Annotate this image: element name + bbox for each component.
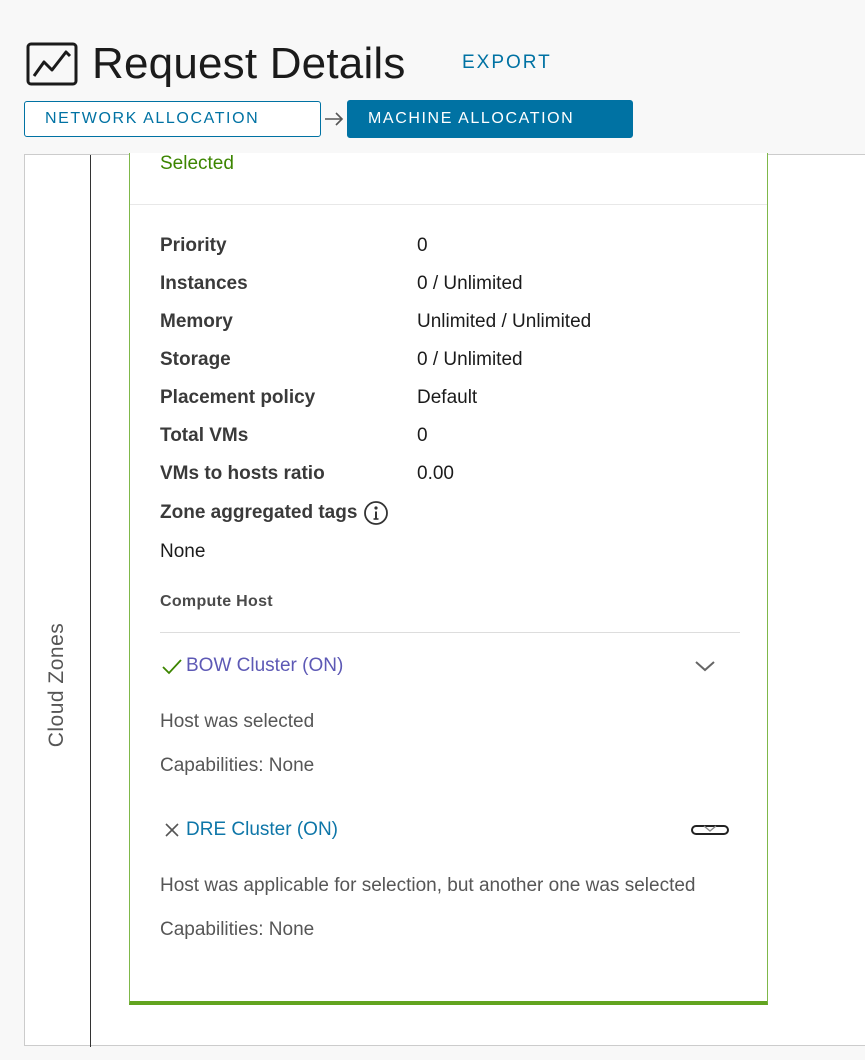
- property-label: Memory: [160, 311, 233, 332]
- zone-properties: [160, 227, 720, 571]
- zone-tags-label: Zone aggregated tags: [160, 502, 358, 523]
- host-header[interactable]: [160, 815, 720, 845]
- card-divider: [130, 204, 767, 205]
- property-row: [160, 417, 720, 455]
- property-row: [160, 265, 720, 303]
- property-value: 0 / Unlimited: [417, 349, 523, 370]
- export-link[interactable]: EXPORT: [462, 52, 552, 73]
- zone-status-label: Selected: [160, 153, 234, 174]
- property-row: [160, 227, 720, 265]
- property-label: Placement policy: [160, 387, 316, 408]
- page-title: Request Details: [92, 39, 406, 88]
- property-row: [160, 379, 720, 417]
- property-row: [160, 341, 720, 379]
- property-value: 0 / Unlimited: [417, 273, 523, 294]
- property-value: Unlimited / Unlimited: [417, 311, 592, 332]
- check-icon: [160, 654, 184, 678]
- allocation-tabs: [24, 100, 633, 138]
- host-header[interactable]: [160, 651, 720, 681]
- zone-card: [129, 153, 768, 1005]
- host-name[interactable]: DRE Cluster (ON): [186, 819, 339, 840]
- compute-divider: [160, 632, 740, 633]
- compute-host-title: Compute Host: [160, 593, 273, 610]
- property-value: 0: [417, 425, 428, 446]
- tab-network-allocation[interactable]: NETWORK ALLOCATION: [24, 101, 321, 137]
- property-row: [160, 303, 720, 341]
- host-capabilities: Capabilities: None: [160, 919, 315, 940]
- host-item: [160, 815, 720, 941]
- arrow-right-icon: [321, 111, 347, 127]
- property-label: VMs to hosts ratio: [160, 463, 325, 484]
- host-message: Host was applicable for selection, but another one was selected: [160, 875, 696, 896]
- activity-chart-icon: [26, 42, 78, 86]
- cloud-zones-panel: [24, 154, 865, 1046]
- property-label: Total VMs: [160, 425, 249, 446]
- zone-tags-row: [160, 493, 720, 533]
- tab-machine-allocation[interactable]: MACHINE ALLOCATION: [347, 100, 633, 138]
- host-capabilities: Capabilities: None: [160, 755, 315, 776]
- info-icon[interactable]: [363, 500, 389, 526]
- side-label-column: [25, 155, 91, 1047]
- property-label: Storage: [160, 349, 231, 370]
- cloud-zones-label: Cloud Zones: [45, 622, 68, 748]
- property-value: 0: [417, 235, 428, 256]
- page-header: [26, 36, 406, 92]
- chevron-toggle-icon[interactable]: [690, 819, 720, 841]
- property-label: Priority: [160, 235, 227, 256]
- property-value: 0.00: [417, 463, 454, 484]
- host-name[interactable]: BOW Cluster (ON): [186, 655, 344, 676]
- property-row: [160, 455, 720, 493]
- property-label: Instances: [160, 273, 248, 294]
- chevron-down-icon[interactable]: [690, 655, 720, 677]
- close-icon: [160, 818, 184, 842]
- property-value: Default: [417, 387, 478, 408]
- host-message: Host was selected: [160, 711, 315, 732]
- zone-tags-value: None: [160, 541, 206, 562]
- host-item: [160, 651, 720, 777]
